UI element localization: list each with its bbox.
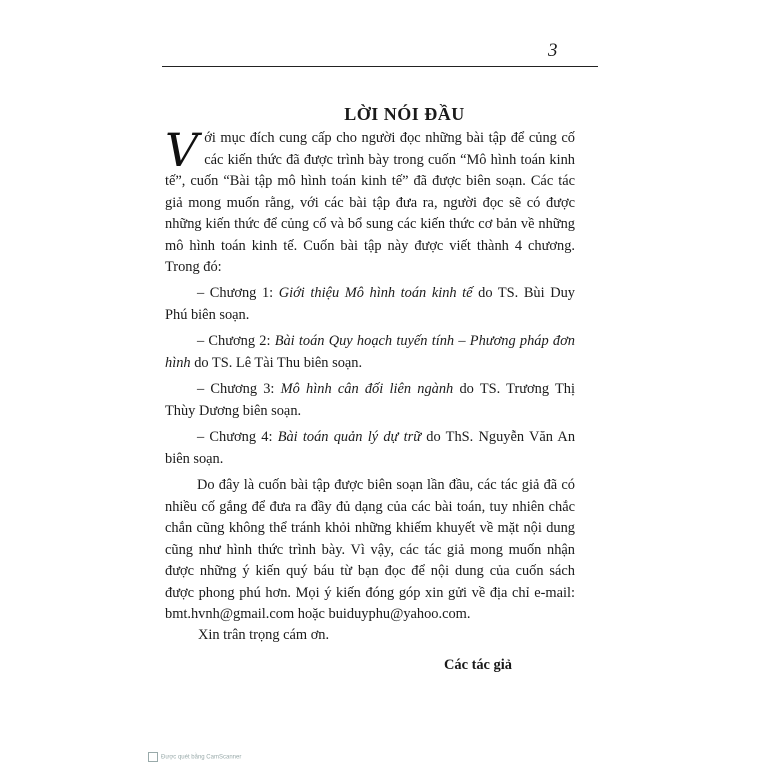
chapter-item: – Chương 2: Bài toán Quy hoạch tuyến tính – Phương pháp đơn hình do TS. Lê Tài Thu biên soạn. (165, 333, 575, 371)
signature: Các tác giả (444, 657, 512, 673)
chapter-item: – Chương 4: Bài toán quản lý dự trữ do ThS. Nguyễn Văn An biên soạn. (165, 429, 576, 467)
chapter-title: Giới thiệu Mô hình toán kinh tế (278, 285, 473, 301)
header-rule (162, 66, 598, 67)
page-number: 3 (548, 40, 558, 61)
thanks-line: Xin trân trọng cám ơn. (198, 627, 330, 643)
drop-cap: V (165, 123, 199, 177)
scanner-stamp: Được quét bằng CamScanner (148, 752, 241, 762)
intro-text: ới mục đích cung cấp cho người đọc những bài tập để củng cố các kiến thức đã được trình bày trong cuốn “Mô hình toán kinh tế”, cuốn “Bài tập mô hình toán kinh tế” đã được biên soạn. Các tác giả mong muốn rằng, với các bài tập đưa ra, người đọc sẽ có được những kiến thức để củng cố và bổ sung các kiến thức cơ bản về những mô hình toán kinh tế. Cuốn bài tập này được viết thành 4 chương. Trong đó: (165, 130, 575, 275)
chapter-item: – Chương 1: Giới thiệu Mô hình toán kinh tế do TS. Bùi Duy Phú biên soạn. (165, 285, 575, 323)
camscanner-icon (148, 752, 158, 762)
chapter-title: Bài toán Quy hoạch tuyến tính – Phương pháp đơn hình (165, 333, 575, 371)
closing-paragraph: Do đây là cuốn bài tập được biên soạn lần đầu, các tác giả đã có nhiều cố gắng để đưa ra đầy đủ dạng của các bài toán, tuy nhiên chắc chắn cũng không thể tránh khỏi những khiếm khuyết về mặt nội dung cũng như hình thức trình bày. Vì vậy, các tác giả mong muốn nhận được những ý kiến quý báu từ bạn đọc để nội dung của cuốn sách được phong phú hơn. Mọi ý kiến đóng góp xin gửi về địa chỉ e-mail: bmt.hvnh@gmail.com hoặc buiduyphu@yahoo.com. (165, 477, 575, 622)
chapter-title: Bài toán quản lý dự trữ (277, 429, 422, 445)
chapter-title: Mô hình cân đối liên ngành (280, 381, 454, 397)
page-title: LỜI NÓI ĐẦU (344, 104, 465, 124)
chapter-item: – Chương 3: Mô hình cân đối liên ngành do TS. Trương Thị Thùy Dương biên soạn. (165, 381, 575, 419)
intro-paragraph (165, 123, 575, 279)
